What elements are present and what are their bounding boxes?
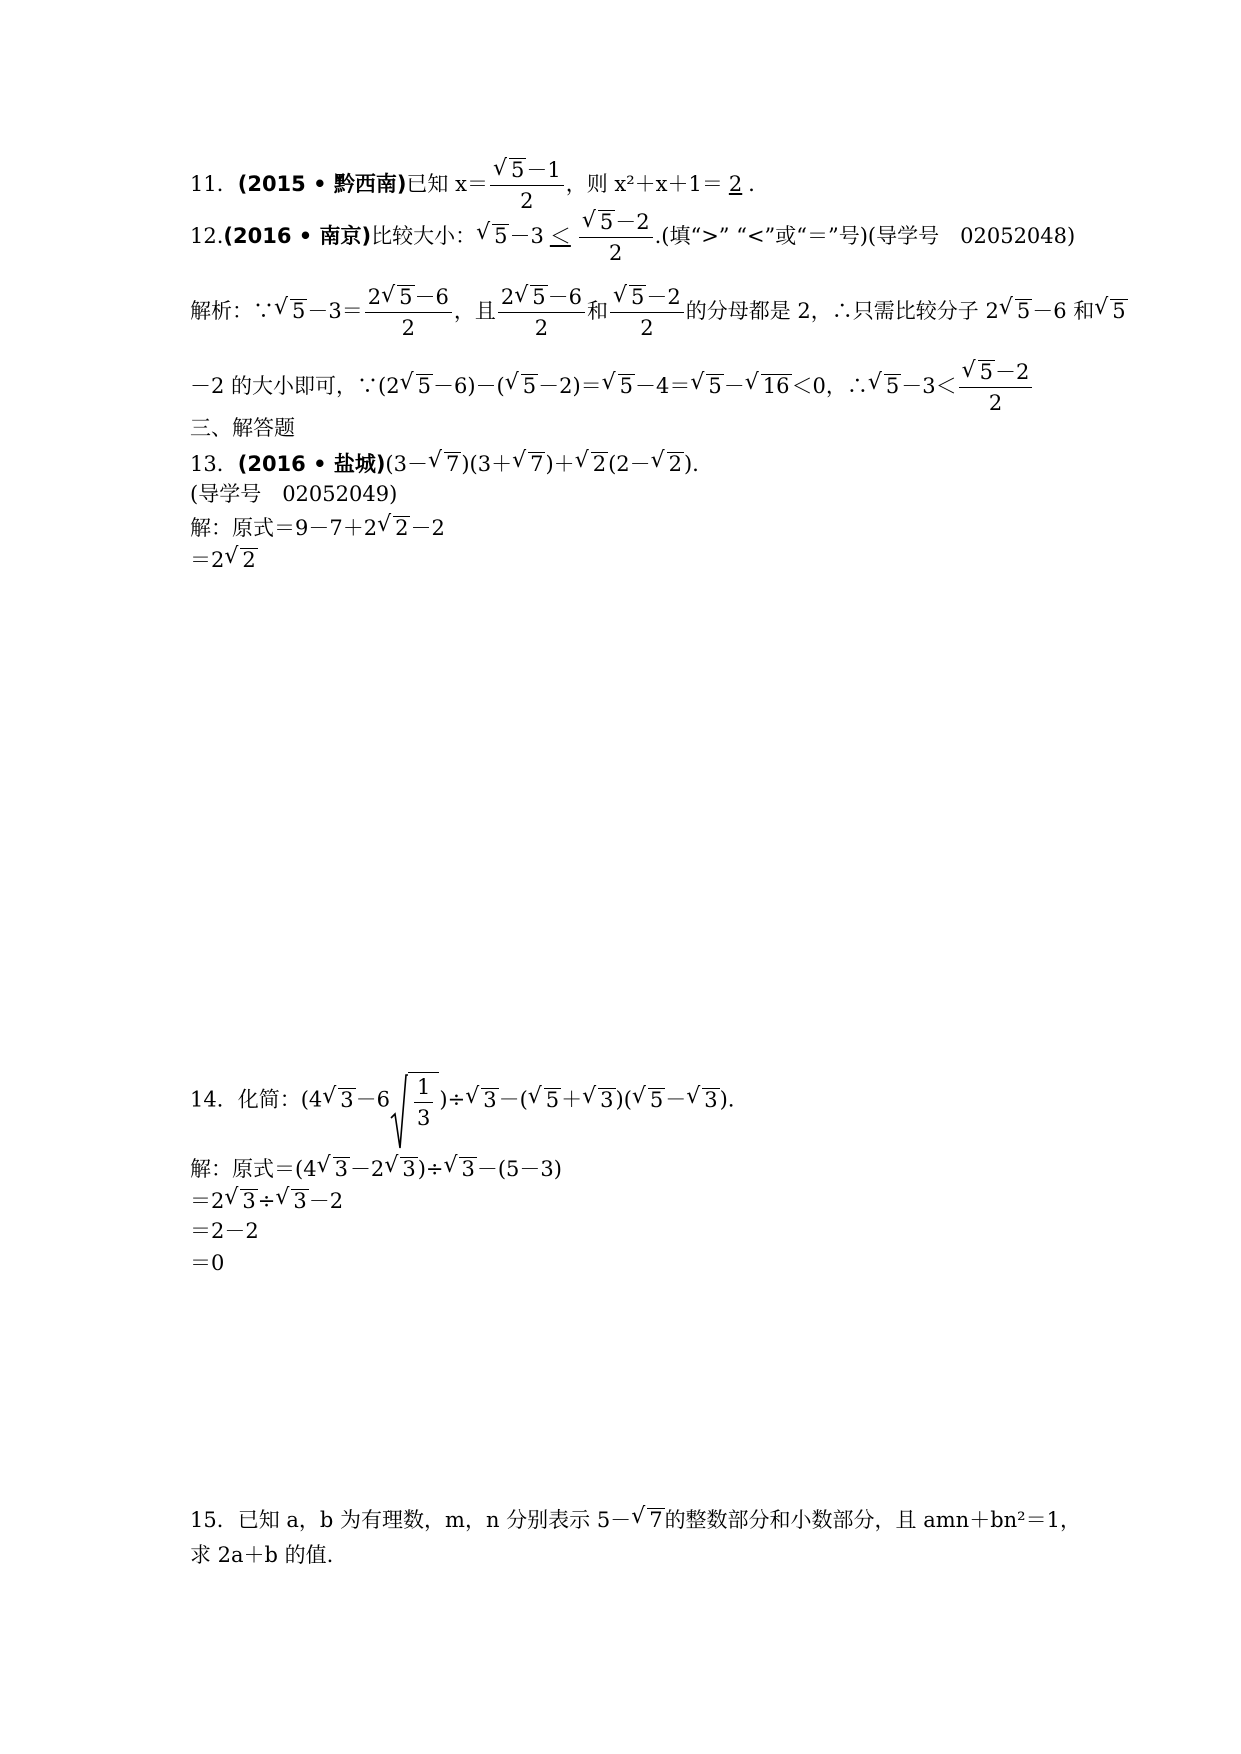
question-14: 14．化简：(4√ 3－6 $\frac{1}{3}$ )÷√ 3－(√ 5＋√ 3)(√ 5－√ 3)． [190,1072,749,1130]
q14-solution-line-3: ＝2－2 [190,1219,259,1243]
q14-solution-line-1: 解：原式＝(4√ 3－2√ 3)÷√ 3－(5－3) [190,1157,562,1181]
source-tag: (2016 • 南京) [223,224,372,249]
answer-blank: 2 [728,172,743,197]
section-heading: 三、解答题 [190,416,295,440]
source-tag: (2016 • 盐城) [237,452,386,476]
q13-solution-line-1: 解：原式＝9－7＋2√ 2－2 [190,516,445,540]
fraction: √ $\frac{5-2}{2}$ [579,210,653,265]
q13-guide-number: (导学号 02052049) [190,482,398,506]
tall-sqrt-symbol: $\frac{1}{3}$ [390,1072,439,1130]
question-15-line-2: 求 2a＋b 的值. [190,1543,334,1567]
question-11: 11．(2015 • 黔西南)已知 x＝ √ $\frac{5-1}{2}$ ，则 x²＋x＋1＝ 2 ． [190,158,769,213]
question-12: 12.(2016 • 南京)比较大小：√ 5－3 ＜ √ $\frac{5-2}{2}$ .(填“>” “<”或“＝”号)(导学号 02052048) [190,210,1075,265]
sqrt-symbol: √ 5 [477,224,509,248]
question-15-line-1: 15．已知 a，b 为有理数，m，n 分别表示 5－√ 7的整数部分和小数部分，且 amn＋bn²＝1， [190,1508,1081,1532]
q12-solution-line-1: 解析：∵√ 5－3＝ $\frac{2√ 5-6}{2}$ ，且 $\frac{2√ 5-6}{2}$ 和 √ $\frac{5-2}{2}$ 的分母都是 2，∴只需比较分子 2√ 5－6 和√ 5 [190,285,1128,340]
question-13: 13．(2016 • 盐城)(3－√ 7)(3＋√ 7)＋√ 2(2－√ 2)． [190,452,713,476]
answer-blank: ＜ [549,224,571,249]
fraction: √ $\frac{5-1}{2}$ [490,158,564,213]
q13-solution-line-2: ＝2√ 2 [190,548,258,572]
q12-solution-line-2: －2 的大小即可，∵(2√ 5－6)－(√ 5－2)＝√ 5－4＝√ 5－√ 16＜0，∴√ 5－3＜ √ $\frac{5-2}{2}$ [190,360,1034,415]
source-tag: (2015 • 黔西南) [237,172,407,197]
q14-solution-line-4: ＝0 [190,1251,225,1275]
q14-solution-line-2: ＝2√ 3÷√ 3－2 [190,1189,343,1213]
sqrt-symbol: √ 5 [494,158,526,183]
